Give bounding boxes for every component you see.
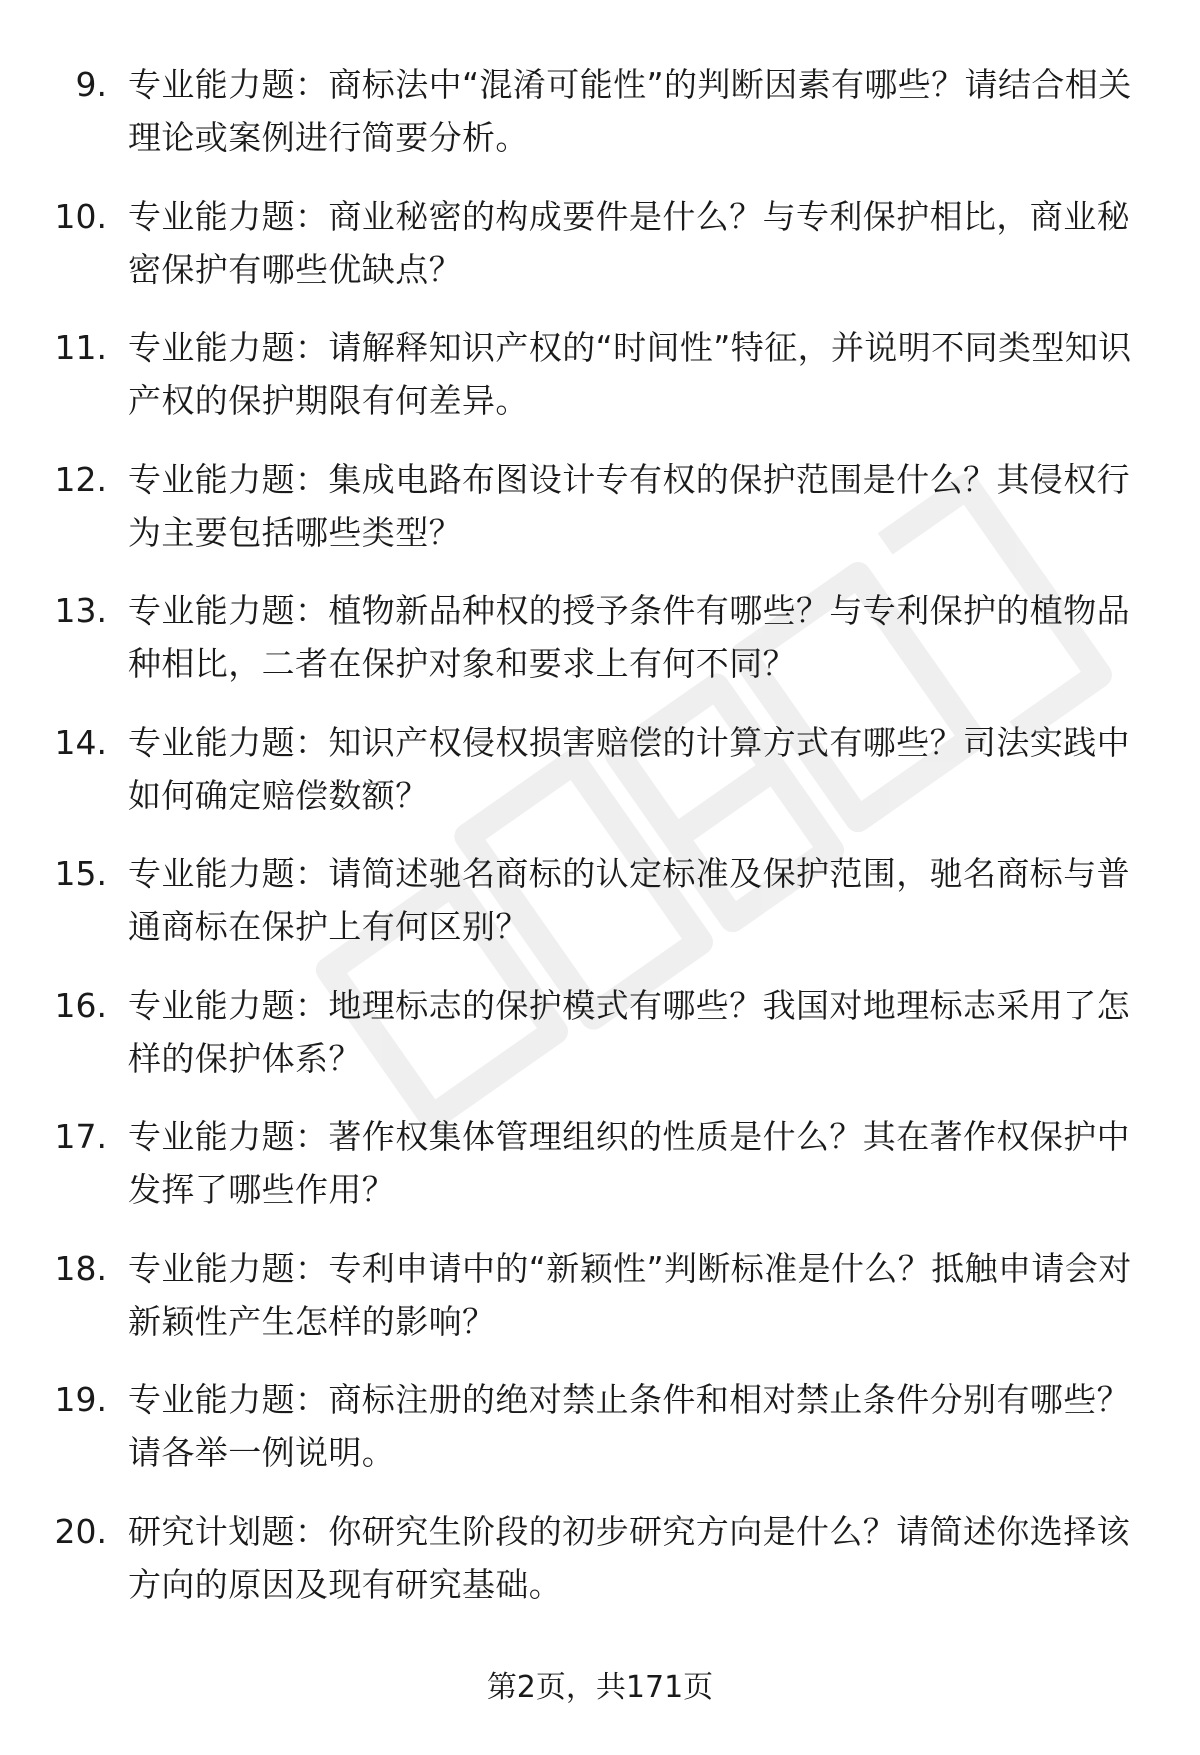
question-number: 10. bbox=[54, 196, 107, 236]
question-text: 专业能力题：商业秘密的构成要件是什么？与专利保护相比，商业秘密保护有哪些优缺点？ bbox=[128, 196, 1130, 289]
list-item bbox=[0, 847, 1200, 979]
list-item bbox=[0, 1242, 1200, 1374]
question-number: 11. bbox=[54, 328, 107, 367]
list-item bbox=[0, 1505, 1200, 1637]
question-text: 专业能力题：商标注册的绝对禁止条件和相对禁止条件分别有哪些？请各举一例说明。 bbox=[128, 1380, 1130, 1472]
question-number: 15. bbox=[54, 854, 107, 893]
question-text: 专业能力题：著作权集体管理组织的性质是什么？其在著作权保护中发挥了哪些作用？ bbox=[128, 1117, 1130, 1209]
question-number: 18. bbox=[54, 1248, 107, 1288]
list-item bbox=[0, 1110, 1200, 1242]
question-number: 9. bbox=[75, 65, 107, 104]
question-text: 专业能力题：知识产权侵权损害赔偿的计算方式有哪些？司法实践中如何确定赔偿数额？ bbox=[128, 722, 1130, 815]
question-number: 14. bbox=[54, 722, 107, 762]
list-item bbox=[0, 716, 1200, 848]
question-text: 专业能力题：植物新品种权的授予条件有哪些？与专利保护的植物品种相比，二者在保护对象和要求上有何不同？ bbox=[128, 591, 1130, 683]
page-number-footer: 第2页，共171页 bbox=[486, 1670, 714, 1705]
list-item bbox=[0, 979, 1200, 1111]
list-item bbox=[0, 190, 1200, 322]
question-text: 专业能力题：专利申请中的“新颖性”判断标准是什么？抵触申请会对新颖性产生怎样的影响？ bbox=[128, 1248, 1132, 1341]
question-text: 专业能力题：地理标志的保护模式有哪些？我国对地理标志采用了怎样的保护体系？ bbox=[128, 985, 1130, 1078]
question-text: 专业能力题：请简述驰名商标的认定标准及保护范围，驰名商标与普通商标在保护上有何区别？ bbox=[128, 854, 1130, 946]
question-number: 12. bbox=[54, 459, 107, 499]
question-text: 专业能力题：集成电路布图设计专有权的保护范围是什么？其侵权行为主要包括哪些类型？ bbox=[128, 459, 1130, 552]
question-text: 专业能力题：请解释知识产权的“时间性”特征，并说明不同类型知识产权的保护期限有何差异。 bbox=[128, 328, 1132, 420]
question-list bbox=[0, 58, 1200, 1636]
list-item bbox=[0, 321, 1200, 453]
question-number: 16. bbox=[54, 985, 107, 1025]
question-number: 17. bbox=[54, 1117, 107, 1156]
list-item bbox=[0, 58, 1200, 190]
question-number: 13. bbox=[54, 591, 107, 630]
question-text: 研究计划题：你研究生阶段的初步研究方向是什么？请简述你选择该方向的原因及现有研究基础。 bbox=[128, 1511, 1130, 1604]
list-item bbox=[0, 584, 1200, 716]
question-text: 专业能力题：商标法中“混淆可能性”的判断因素有哪些？请结合相关理论或案例进行简要分析。 bbox=[128, 65, 1132, 157]
list-item bbox=[0, 1373, 1200, 1505]
question-number: 20. bbox=[54, 1511, 107, 1551]
list-item bbox=[0, 453, 1200, 585]
question-number: 19. bbox=[54, 1380, 107, 1419]
